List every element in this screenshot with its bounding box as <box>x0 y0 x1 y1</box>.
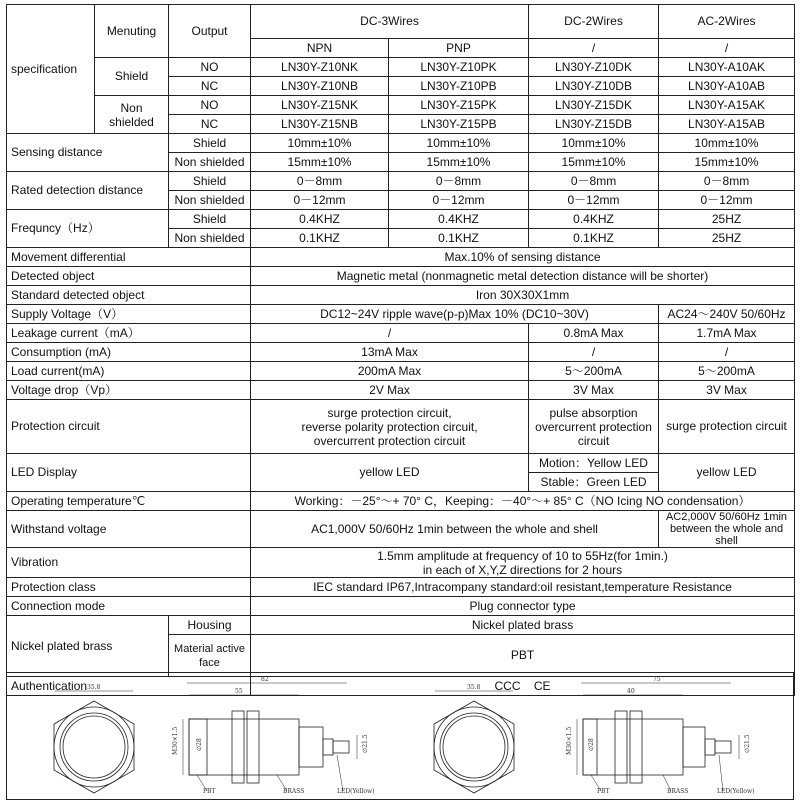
vdrop-ac2: 3V Max <box>659 381 795 400</box>
withstand-voltage-label: Withstand voltage <box>7 511 251 548</box>
detected-object-value: Magnetic metal (nonmagnetic metal detection distance will be shorter) <box>251 267 795 286</box>
model-cell: LN30Y-Z10NK <box>251 58 389 77</box>
led-stable: Stable：Green LED <box>529 473 659 492</box>
dc2-header: DC-2Wires <box>529 5 659 39</box>
load-dc3: 200mA Max <box>251 362 529 381</box>
model-cell: LN30Y-Z10PK <box>389 58 529 77</box>
standard-object-label: Standard detected object <box>7 286 251 305</box>
model-cell: LN30Y-A15AK <box>659 96 795 115</box>
non-shielded-group: Non shielded <box>95 96 169 134</box>
leakage-dc3: / <box>251 324 529 343</box>
sensor2-led-label: LED(Yellow) <box>717 788 755 795</box>
leakage-dc2: 0.8mA Max <box>529 324 659 343</box>
spec-sheet <box>6 4 794 696</box>
sensor2-thread: M30×1.5 <box>566 726 573 755</box>
value-cell: 0－8mm <box>389 172 529 191</box>
shield-label: Shield <box>169 210 251 229</box>
sensor2-brass-label: BRASS <box>667 788 689 795</box>
sensor1-body-length: 55 <box>235 688 243 695</box>
value-cell: 0.1KHZ <box>251 229 389 248</box>
model-cell: LN30Y-Z10DK <box>529 58 659 77</box>
consumption-dc3: 13mA Max <box>251 343 529 362</box>
value-cell: 10mm±10% <box>529 134 659 153</box>
value-cell: 10mm±10% <box>389 134 529 153</box>
sensor1-brass-label: BRASS <box>283 788 305 795</box>
sensor-side-view-1 <box>183 683 357 791</box>
drawing-canvas <box>7 673 793 799</box>
protection-class-value: IEC standard IP67,Intracompany standard:oil resistant,temperature Resistance <box>251 578 795 597</box>
sensor2-diameter: ∅28 <box>588 738 595 751</box>
npn-header: NPN <box>251 39 389 58</box>
non-shielded-label: Non shielded <box>169 153 251 172</box>
model-cell: LN30Y-A15AB <box>659 115 795 134</box>
protection-dc2: pulse absorption overcurrent protection circuit <box>529 400 659 454</box>
shield-label: Shield <box>169 134 251 153</box>
value-cell: 0－12mm <box>659 191 795 210</box>
value-cell: 10mm±10% <box>659 134 795 153</box>
hex-front-view-1 <box>54 691 134 793</box>
sensor2-length: 75 <box>653 676 661 683</box>
sensor1-thread: M30×1.5 <box>172 726 179 755</box>
output-no: NO <box>169 96 251 115</box>
supply-voltage-dc: DC12~24V ripple wave(p-p)Max 10% (DC10~30V) <box>251 305 659 324</box>
led-ac2: yellow LED <box>659 454 795 492</box>
value-cell: 0.4KHZ <box>251 210 389 229</box>
model-cell: LN30Y-Z10DB <box>529 77 659 96</box>
shield-group: Shield <box>95 58 169 96</box>
vibration-label: Vibration <box>7 548 251 578</box>
value-cell: 0－12mm <box>389 191 529 210</box>
supply-voltage-label: Supply Voltage（V） <box>7 305 251 324</box>
active-face-value: PBT <box>251 635 795 677</box>
model-cell: LN30Y-A10AB <box>659 77 795 96</box>
load-dc2: 5～200mA <box>529 362 659 381</box>
value-cell: 15mm±10% <box>529 153 659 172</box>
sensor2-body-length: 40 <box>627 688 635 695</box>
led-motion: Motion：Yellow LED <box>529 454 659 473</box>
value-cell: 15mm±10% <box>659 153 795 172</box>
output-header: Output <box>169 5 251 58</box>
operating-temp-value: Working：－25°～+ 70° C，Keeping：－40°～+ 85° C（NO Icing NO condensation） <box>251 492 795 511</box>
detected-object-label: Detected object <box>7 267 251 286</box>
menuting-header: Menuting <box>95 5 169 58</box>
sensor1-length: 82 <box>261 676 269 683</box>
protection-ac2: surge protection circuit <box>659 400 795 454</box>
hex1-dimension: 35.8 <box>87 684 101 691</box>
value-cell: 25HZ <box>659 229 795 248</box>
sensor1-diameter: ∅28 <box>196 738 203 751</box>
model-cell: LN30Y-Z10PB <box>389 77 529 96</box>
sensor1-led-label: LED(Yellow) <box>337 788 375 795</box>
value-cell: 0－8mm <box>659 172 795 191</box>
load-ac2: 5～200mA <box>659 362 795 381</box>
model-cell: LN30Y-Z15PK <box>389 96 529 115</box>
vdrop-dc3: 2V Max <box>251 381 529 400</box>
authentication-value: CCC CE <box>251 677 795 696</box>
ac2-header: AC-2Wires <box>659 5 795 39</box>
withstand-dc: AC1,000V 50/60Hz 1min between the whole and shell <box>251 511 659 548</box>
authentication-label: Authentication <box>7 677 251 696</box>
sensor1-pbt-label: PBT <box>203 788 216 795</box>
value-cell: 0－8mm <box>251 172 389 191</box>
standard-object-value: Iron 30X30X1mm <box>251 286 795 305</box>
value-cell: 15mm±10% <box>251 153 389 172</box>
vdrop-dc2: 3V Max <box>529 381 659 400</box>
value-cell: 0－12mm <box>529 191 659 210</box>
movement-differential-value: Max.10% of sensing distance <box>251 248 795 267</box>
protection-circuit-label: Protection circuit <box>7 400 251 454</box>
value-cell: 0.4KHZ <box>389 210 529 229</box>
dc3-header: DC-3Wires <box>251 5 529 39</box>
material-label: Nickel plated brass <box>7 616 169 677</box>
value-cell: 0－12mm <box>251 191 389 210</box>
sensor-side-view-2 <box>577 683 739 791</box>
hex2-dimension: 35.8 <box>467 684 481 691</box>
model-cell: LN30Y-Z15PB <box>389 115 529 134</box>
output-no: NO <box>169 58 251 77</box>
value-cell: 25HZ <box>659 210 795 229</box>
hex-front-view-2 <box>434 691 514 793</box>
operating-temp-label: Operating temperature℃ <box>7 492 251 511</box>
value-cell: 15mm±10% <box>389 153 529 172</box>
sensor2-cap-diameter: ∅21.5 <box>744 734 751 753</box>
movement-differential-label: Movement differential <box>7 248 251 267</box>
model-cell: LN30Y-Z10NB <box>251 77 389 96</box>
withstand-ac: AC2,000V 50/60Hz 1min between the whole and shell <box>659 511 795 548</box>
non-shielded-label: Non shielded <box>169 229 251 248</box>
value-cell: 0.1KHZ <box>529 229 659 248</box>
protection-class-label: Protection class <box>7 578 251 597</box>
dc2-type: / <box>529 39 659 58</box>
supply-voltage-ac: AC24～240V 50/60Hz <box>659 305 795 324</box>
sensing-distance-label: Sensing distance <box>7 134 169 172</box>
model-cell: LN30Y-Z15NK <box>251 96 389 115</box>
sensor1-cap-diameter: ∅21.5 <box>362 734 369 753</box>
consumption-label: Consumption (mA) <box>7 343 251 362</box>
leakage-current-label: Leakage current（mA） <box>7 324 251 343</box>
housing-label: Housing <box>169 616 251 635</box>
dimension-drawings <box>6 672 794 800</box>
consumption-dc2: / <box>529 343 659 362</box>
housing-value: Nickel plated brass <box>251 616 795 635</box>
model-cell: LN30Y-Z15DK <box>529 96 659 115</box>
ac2-type: / <box>659 39 795 58</box>
pnp-header: PNP <box>389 39 529 58</box>
value-cell: 0.4KHZ <box>529 210 659 229</box>
led-display-label: LED Display <box>7 454 251 492</box>
value-cell: 0.1KHZ <box>389 229 529 248</box>
value-cell: 10mm±10% <box>251 134 389 153</box>
led-dc3: yellow LED <box>251 454 529 492</box>
consumption-ac2: / <box>659 343 795 362</box>
leakage-ac2: 1.7mA Max <box>659 324 795 343</box>
active-face-label: Material active face <box>169 635 251 677</box>
rated-detection-label: Rated detection distance <box>7 172 169 210</box>
non-shielded-label: Non shielded <box>169 191 251 210</box>
specification-label: specification <box>7 5 95 134</box>
voltage-drop-label: Voltage drop（Vp） <box>7 381 251 400</box>
model-cell: LN30Y-Z15DB <box>529 115 659 134</box>
spec-table <box>6 4 795 696</box>
value-cell: 0－8mm <box>529 172 659 191</box>
model-cell: LN30Y-Z15NB <box>251 115 389 134</box>
shield-label: Shield <box>169 172 251 191</box>
load-current-label: Load current(mA) <box>7 362 251 381</box>
frequency-label: Frequncy（Hz） <box>7 210 169 248</box>
vibration-value: 1.5mm amplitude at frequency of 10 to 55Hz(for 1min.) in each of X,Y,Z directions for 2 hours <box>251 548 795 578</box>
sensor2-pbt-label: PBT <box>597 788 610 795</box>
protection-dc3: surge protection circuit, reverse polarity protection circuit, overcurrent protection circuit <box>251 400 529 454</box>
model-cell: LN30Y-A10AK <box>659 58 795 77</box>
output-nc: NC <box>169 77 251 96</box>
connection-mode-value: Plug connector type <box>251 597 795 616</box>
output-nc: NC <box>169 115 251 134</box>
connection-mode-label: Connection mode <box>7 597 251 616</box>
